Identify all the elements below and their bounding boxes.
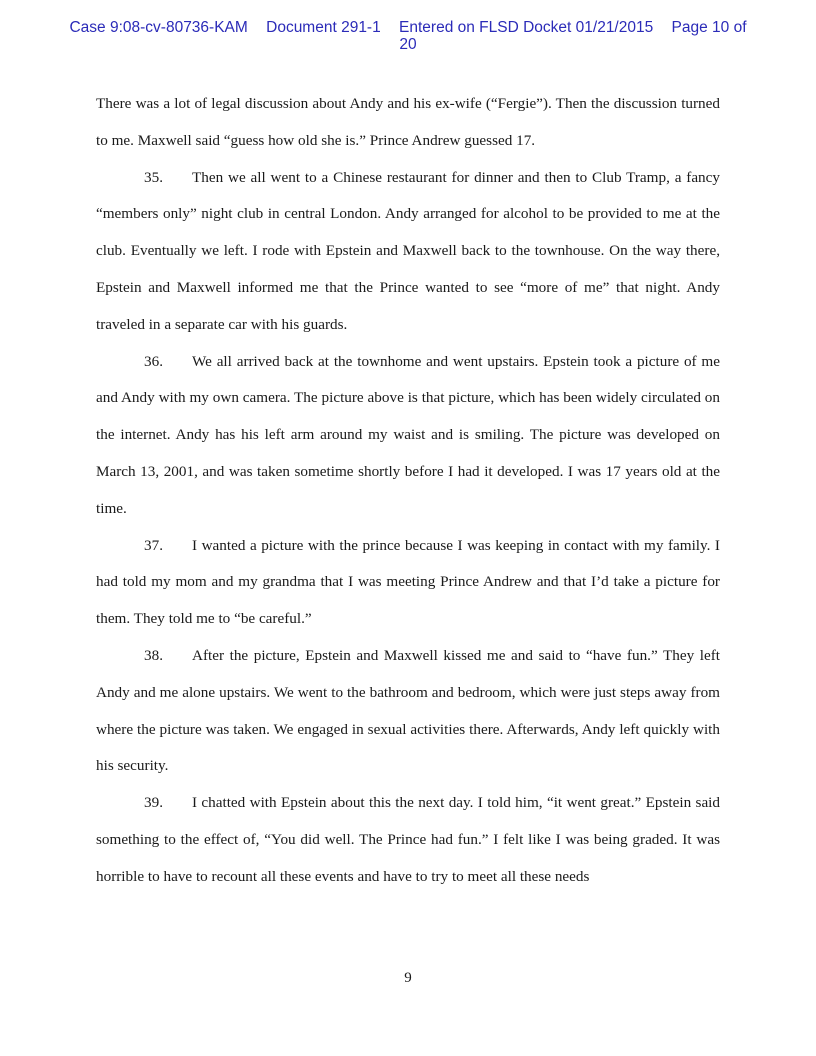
paragraph-37 bbox=[96, 528, 720, 638]
paragraph-continued bbox=[96, 86, 720, 160]
paragraph-39 bbox=[96, 785, 720, 895]
ecf-header-line bbox=[0, 19, 816, 36]
document-body bbox=[96, 86, 720, 896]
paragraph-text: Then we all went to a Chinese restaurant for dinner and then to Club Tramp, a fancy “members only” night club in central London. Andy arranged for alcohol to be provided to me at the club. Eventually we left. I rode with Epstein and Maxwell back to the townhouse. On the way there, Epstein and Maxwell informed me that the Prince wanted to see “more of me” that night. Andy traveled in a separate car with his guards. bbox=[96, 168, 720, 333]
page-of-label: Page 10 of bbox=[671, 19, 747, 36]
page-number: 9 bbox=[404, 970, 412, 986]
paragraph-text: After the picture, Epstein and Maxwell kissed me and said to “have fun.” They left Andy and me alone upstairs. We went to the bathroom and bedroom, which were just steps away from where the picture was taken. We engaged in sexual activities there. Afterwards, Andy left quickly with his security. bbox=[96, 646, 720, 775]
paragraph-36 bbox=[96, 344, 720, 528]
paragraph-text: We all arrived back at the townhome and went upstairs. Epstein took a picture of me and Andy with my own camera. The picture above is that picture, which has been widely circulated on the internet. Andy has his left arm around my waist and is smiling. The picture was developed on March 13, 2001, and was taken sometime shortly before I had it developed. I was 17 years old at the time. bbox=[96, 352, 720, 517]
docket-entry-date: Entered on FLSD Docket 01/21/2015 bbox=[399, 19, 654, 36]
paragraph-number: 38. bbox=[144, 646, 163, 664]
paragraph-number: 39. bbox=[144, 794, 163, 812]
paragraph-text: I chatted with Epstein about this the next day. I told him, “it went great.” Epstein said something to the effect of, “You did well. The Prince had fun.” I felt like I was being graded. It was horrible to have to recount all these events and have to try to meet all these needs bbox=[96, 794, 720, 885]
paragraph-number: 36. bbox=[144, 352, 163, 370]
paragraph-text: There was a lot of legal discussion about Andy and his ex-wife (“Fergie”). Then the discussion turned to me. Maxwell said “guess how old she is.” Prince Andrew guessed 17. bbox=[96, 95, 720, 149]
paragraph-35 bbox=[96, 160, 720, 344]
total-pages: 20 bbox=[399, 36, 417, 53]
case-number: Case 9:08-cv-80736-KAM bbox=[69, 19, 248, 36]
paragraph-number: 35. bbox=[144, 168, 163, 186]
document-number: Document 291-1 bbox=[266, 19, 381, 36]
paragraph-38 bbox=[96, 638, 720, 785]
paragraph-text: I wanted a picture with the prince because I was keeping in contact with my family. I had told my mom and my grandma that I was meeting Prince Andrew and that I’d take a picture for them. They told me to “be careful.” bbox=[96, 536, 720, 628]
paragraph-number: 37. bbox=[144, 536, 163, 554]
ecf-filing-header bbox=[0, 19, 816, 53]
